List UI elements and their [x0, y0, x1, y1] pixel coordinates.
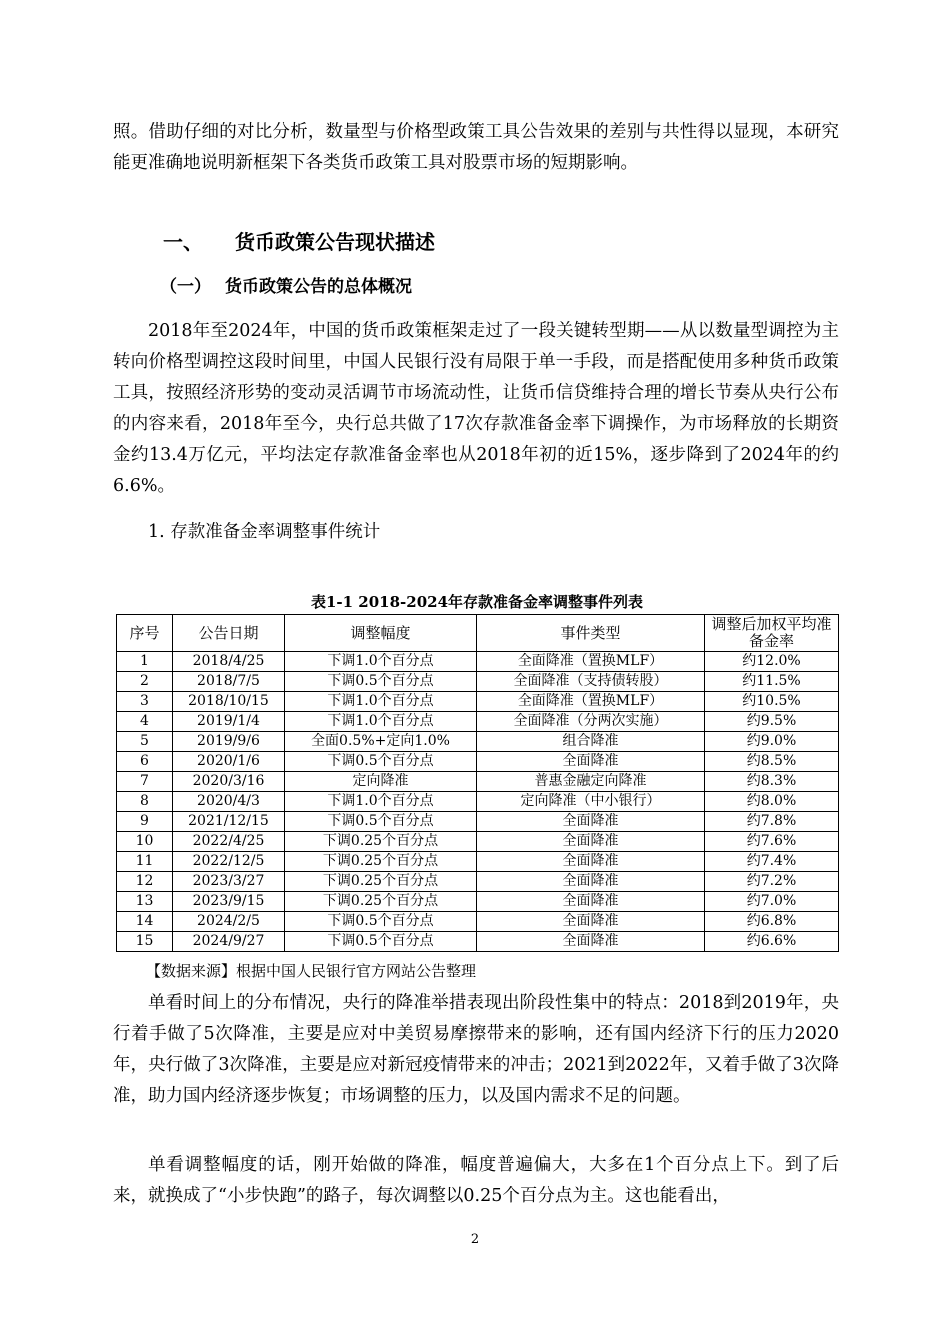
cell-event-type: 全面降准（分两次实施） — [477, 712, 705, 732]
cell-magnitude: 下调0.5个百分点 — [285, 812, 477, 832]
timing-paragraph: 单看时间上的分布情况，央行的降准举措表现出阶段性集中的特点：2018到2019年，央行着手做了5次降准，主要是应对中美贸易摩擦带来的影响，还有国内经济下行的压力2020年，央行做了3次降准，主要是应对新冠疫情带来的冲击；2021到2022年，又着手做了3次降准，助力国内经济逐步恢复；市场调整的压力，以及国内需求不足的问题。 — [113, 993, 839, 1106]
cell-event-type: 普惠金融定向降准 — [477, 772, 705, 792]
table-row — [117, 732, 839, 752]
cell-date: 2022/4/25 — [173, 832, 285, 852]
cell-event-type: 全面降准 — [477, 872, 705, 892]
cell-date: 2019/1/4 — [173, 712, 285, 732]
cell-event-type: 组合降准 — [477, 732, 705, 752]
cell-index: 6 — [117, 752, 173, 772]
cell-ratio: 约6.8% — [705, 912, 839, 932]
cell-magnitude: 定向降准 — [285, 772, 477, 792]
header-ratio: 调整后加权平均准备金率 — [705, 615, 839, 652]
cell-ratio: 约7.4% — [705, 852, 839, 872]
cell-date: 2018/7/5 — [173, 672, 285, 692]
cell-magnitude: 下调0.25个百分点 — [285, 892, 477, 912]
subsection-heading — [160, 272, 412, 297]
section-title: 货币政策公告现状描述 — [235, 230, 435, 254]
cell-date: 2020/3/16 — [173, 772, 285, 792]
table-row — [117, 812, 839, 832]
cell-ratio: 约8.5% — [705, 752, 839, 772]
table-row — [117, 652, 839, 672]
cell-index: 8 — [117, 792, 173, 812]
cell-event-type: 定向降准（中小银行） — [477, 792, 705, 812]
cell-index: 11 — [117, 852, 173, 872]
overview-paragraph: 2018年至2024年，中国的货币政策框架走过了一段关键转型期——从以数量型调控为主转向价格型调控这段时间里，中国人民银行没有局限于单一手段，而是搭配使用多种货币政策工具，按照经济形势的变动灵活调节市场流动性，让货币信贷维持合理的增长节奏从央行公布的内容来看，2018年至今，央行总共做了17次存款准备金率下调操作，为市场释放的长期资金约13.4万亿元，平均法定存款准备金率也从2018年初的近15%，逐步降到了2024年的约6.6%。 — [113, 321, 839, 496]
cell-date: 2024/2/5 — [173, 912, 285, 932]
cell-event-type: 全面降准 — [477, 892, 705, 912]
subsection-number: （一） — [160, 277, 211, 297]
intro-paragraph: 照。借助仔细的对比分析，数量型与价格型政策工具公告效果的差别与共性得以显现，本研究能更准确地说明新框架下各类货币政策工具对股票市场的短期影响。 — [113, 122, 839, 173]
header-date: 公告日期 — [173, 615, 285, 652]
cell-index: 7 — [117, 772, 173, 792]
cell-ratio: 约10.5% — [705, 692, 839, 712]
cell-index: 10 — [117, 832, 173, 852]
cell-date: 2020/4/3 — [173, 792, 285, 812]
section-heading — [163, 226, 435, 255]
cell-magnitude: 下调0.5个百分点 — [285, 752, 477, 772]
data-source-note: 【数据来源】根据中国人民银行官方网站公告整理 — [146, 962, 477, 980]
table-row — [117, 792, 839, 812]
cell-index: 12 — [117, 872, 173, 892]
cell-ratio: 约7.8% — [705, 812, 839, 832]
cell-ratio: 约7.2% — [705, 872, 839, 892]
cell-magnitude: 下调0.5个百分点 — [285, 932, 477, 952]
table-row — [117, 872, 839, 892]
cell-ratio: 约12.0% — [705, 652, 839, 672]
cell-magnitude: 下调0.25个百分点 — [285, 852, 477, 872]
table-caption: 表1-1 2018-2024年存款准备金率调整事件列表 — [310, 593, 644, 611]
subsection-title: 货币政策公告的总体概况 — [225, 277, 412, 297]
header-index: 序号 — [117, 615, 173, 652]
table-row — [117, 832, 839, 852]
cell-date: 2023/9/15 — [173, 892, 285, 912]
cell-magnitude: 下调0.5个百分点 — [285, 672, 477, 692]
cell-magnitude: 下调1.0个百分点 — [285, 712, 477, 732]
table-row — [117, 772, 839, 792]
magnitude-paragraph: 单看调整幅度的话，刚开始做的降准，幅度普遍偏大，大多在1个百分点上下。到了后来，就换成了“小步快跑”的路子，每次调整以0.25个百分点为主。这也能看出， — [113, 1155, 839, 1206]
cell-magnitude: 下调1.0个百分点 — [285, 792, 477, 812]
cell-ratio: 约9.0% — [705, 732, 839, 752]
table-header-row — [117, 615, 839, 652]
cell-event-type: 全面降准 — [477, 812, 705, 832]
cell-event-type: 全面降准（置换MLF） — [477, 692, 705, 712]
cell-index: 9 — [117, 812, 173, 832]
cell-date: 2024/9/27 — [173, 932, 285, 952]
cell-event-type: 全面降准（置换MLF） — [477, 652, 705, 672]
cell-date: 2018/4/25 — [173, 652, 285, 672]
cell-magnitude: 下调0.25个百分点 — [285, 872, 477, 892]
cell-ratio: 约6.6% — [705, 932, 839, 952]
section-number: 一、 — [163, 230, 203, 254]
cell-date: 2018/10/15 — [173, 692, 285, 712]
cell-magnitude: 下调1.0个百分点 — [285, 652, 477, 672]
table-row — [117, 892, 839, 912]
cell-event-type: 全面降准（支持债转股） — [477, 672, 705, 692]
cell-index: 1 — [117, 652, 173, 672]
cell-index: 13 — [117, 892, 173, 912]
cell-event-type: 全面降准 — [477, 752, 705, 772]
cell-date: 2021/12/15 — [173, 812, 285, 832]
table-row — [117, 672, 839, 692]
cell-ratio: 约8.0% — [705, 792, 839, 812]
cell-event-type: 全面降准 — [477, 912, 705, 932]
cell-index: 2 — [117, 672, 173, 692]
header-event-type: 事件类型 — [477, 615, 705, 652]
cell-date: 2022/12/5 — [173, 852, 285, 872]
cell-event-type: 全面降准 — [477, 932, 705, 952]
cell-date: 2020/1/6 — [173, 752, 285, 772]
page-number: 2 — [470, 1232, 480, 1247]
cell-index: 3 — [117, 692, 173, 712]
cell-magnitude: 下调0.5个百分点 — [285, 912, 477, 932]
cell-index: 5 — [117, 732, 173, 752]
subsubsection-heading: 1. 存款准备金率调整事件统计 — [148, 522, 381, 542]
cell-ratio: 约7.6% — [705, 832, 839, 852]
cell-ratio: 约7.0% — [705, 892, 839, 912]
cell-date: 2023/3/27 — [173, 872, 285, 892]
table-row — [117, 912, 839, 932]
rrr-adjustment-table — [116, 614, 839, 952]
cell-magnitude: 下调1.0个百分点 — [285, 692, 477, 712]
cell-index: 14 — [117, 912, 173, 932]
cell-index: 4 — [117, 712, 173, 732]
cell-ratio: 约9.5% — [705, 712, 839, 732]
cell-event-type: 全面降准 — [477, 832, 705, 852]
table-row — [117, 932, 839, 952]
table-row — [117, 712, 839, 732]
table-row — [117, 852, 839, 872]
cell-ratio: 约11.5% — [705, 672, 839, 692]
cell-date: 2019/9/6 — [173, 732, 285, 752]
header-magnitude: 调整幅度 — [285, 615, 477, 652]
table-row — [117, 752, 839, 772]
cell-event-type: 全面降准 — [477, 852, 705, 872]
cell-magnitude: 全面0.5%+定向1.0% — [285, 732, 477, 752]
cell-index: 15 — [117, 932, 173, 952]
table-row — [117, 692, 839, 712]
cell-ratio: 约8.3% — [705, 772, 839, 792]
cell-magnitude: 下调0.25个百分点 — [285, 832, 477, 852]
